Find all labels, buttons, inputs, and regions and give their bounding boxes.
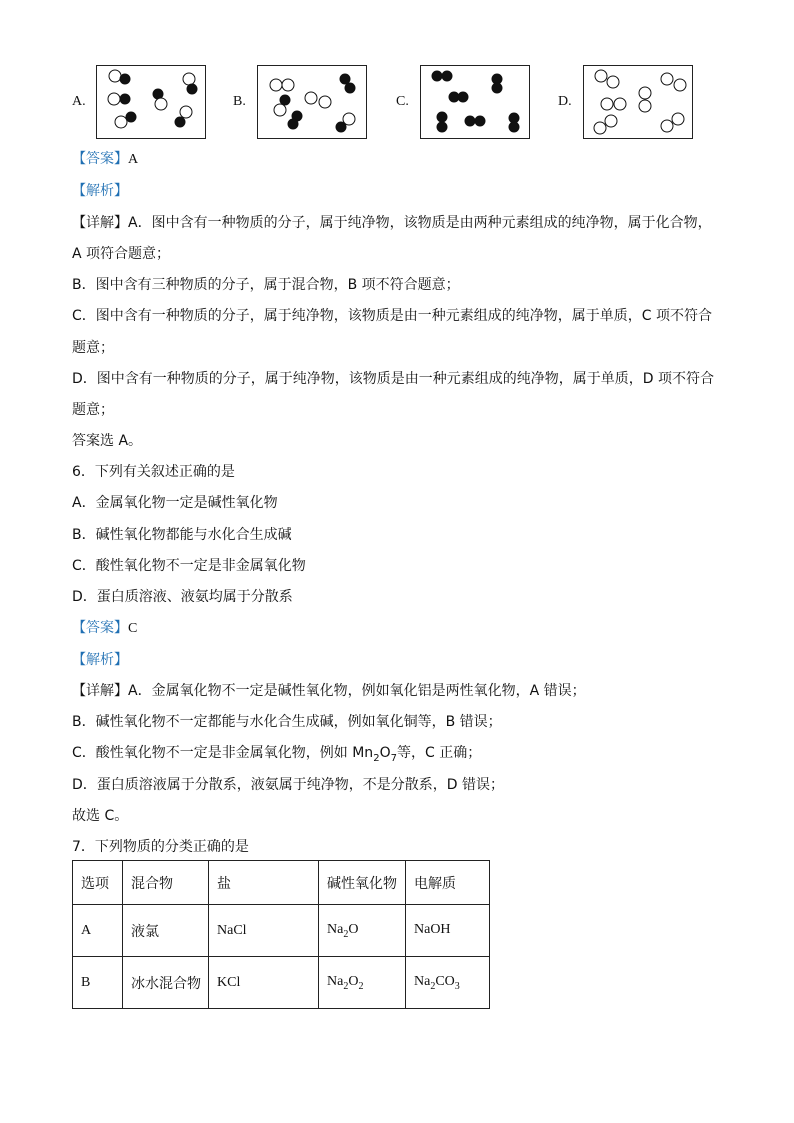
q5-detail-line-5: 题意； bbox=[72, 340, 114, 356]
answer-tag: 【答案】 bbox=[72, 151, 128, 167]
q6-option-a: A．金属氧化物一定是碱性氧化物 bbox=[72, 495, 278, 511]
q6-detail-d: D．蛋白质溶液属于分散系，液氨属于纯净物，不是分散系，D 错误； bbox=[72, 777, 505, 793]
row-salt: KCl bbox=[209, 957, 319, 1009]
q5-detail-line-4: C．图中含有一种物质的分子，属于纯净物，该物质是由一种元素组成的纯净物，属于单质，C 项不符合 bbox=[72, 308, 712, 324]
q7-stem: 7．下列物质的分类正确的是 bbox=[72, 839, 249, 855]
detail-tag: 【详解】 bbox=[72, 683, 128, 699]
q6-option-d: D．蛋白质溶液、液氨均属于分散系 bbox=[72, 589, 293, 605]
option-a-molecules bbox=[108, 70, 197, 128]
row-basic-oxide: $Na_2O$ bbox=[319, 905, 406, 957]
row-option: A bbox=[73, 905, 123, 957]
q5-detail-line-1: 【详解】A．图中含有一种物质的分子，属于纯净物，该物质是由两种元素组成的纯净物，属于化合物， bbox=[72, 215, 712, 231]
q6-detail-b: B．碱性氧化物不一定都能与水化合生成碱，例如氧化铜等，B 错误； bbox=[72, 714, 502, 730]
q5-conclusion: 答案选 A。 bbox=[72, 433, 143, 449]
header-basic-oxide: 碱性氧化物 bbox=[319, 861, 406, 905]
row-salt: NaCl bbox=[209, 905, 319, 957]
q6-stem: 6．下列有关叙述正确的是 bbox=[72, 464, 235, 480]
answer-value: A bbox=[128, 152, 139, 167]
option-d-molecules bbox=[594, 70, 686, 134]
row-electrolyte: NaOH bbox=[406, 905, 490, 957]
q6-option-c: C．酸性氧化物不一定是非金属氧化物 bbox=[72, 558, 306, 574]
header-electrolyte: 电解质 bbox=[406, 861, 490, 905]
header-salt: 盐 bbox=[209, 861, 319, 905]
q6-analysis-tag: 【解析】 bbox=[72, 652, 128, 668]
q6-conclusion: 故选 C。 bbox=[72, 808, 129, 824]
q5-answer bbox=[72, 150, 138, 169]
option-b-molecules bbox=[270, 74, 355, 132]
q6-detail-c: C．酸性氧化物不一定是非金属氧化物，例如 $Mn_2O_7$等，C 正确； bbox=[72, 745, 482, 764]
option-d-label: D. bbox=[558, 94, 572, 109]
table-header-row bbox=[73, 861, 490, 905]
option-a-label: A. bbox=[72, 94, 86, 109]
row-basic-oxide: $Na_2O_2$ bbox=[319, 957, 406, 1009]
classification-table bbox=[72, 860, 490, 1009]
answer-value: C bbox=[128, 621, 138, 636]
header-mixture: 混合物 bbox=[123, 861, 209, 905]
q5-analysis-tag: 【解析】 bbox=[72, 183, 128, 199]
row-mixture: 液氯 bbox=[123, 905, 209, 957]
q5-detail-line-7: 题意； bbox=[72, 402, 114, 418]
option-b-label: B. bbox=[233, 94, 246, 109]
row-electrolyte: $Na_2CO_3$ bbox=[406, 957, 490, 1009]
q5-detail-line-6: D．图中含有一种物质的分子，属于纯净物，该物质是由一种元素组成的纯净物，属于单质，D 项不符合 bbox=[72, 371, 715, 387]
table-row bbox=[73, 957, 490, 1009]
answer-tag: 【答案】 bbox=[72, 620, 128, 636]
header-option: 选项 bbox=[73, 861, 123, 905]
q6-option-b: B．碱性氧化物都能与水化合生成碱 bbox=[72, 527, 292, 543]
row-mixture: 冰水混合物 bbox=[123, 957, 209, 1009]
q6-detail-a: 【详解】A．金属氧化物不一定是碱性氧化物，例如氧化铝是两性氧化物，A 错误； bbox=[72, 683, 586, 699]
q5-detail-line-3: B．图中含有三种物质的分子，属于混合物，B 项不符合题意； bbox=[72, 277, 460, 293]
row-option: B bbox=[73, 957, 123, 1009]
detail-tag: 【详解】 bbox=[72, 215, 128, 231]
table-row bbox=[73, 905, 490, 957]
option-c-molecules bbox=[432, 71, 519, 132]
molecule-drawings bbox=[0, 0, 794, 150]
option-c-label: C. bbox=[396, 94, 409, 109]
q6-answer bbox=[72, 619, 137, 638]
q5-detail-line-2: A 项符合题意； bbox=[72, 246, 171, 262]
